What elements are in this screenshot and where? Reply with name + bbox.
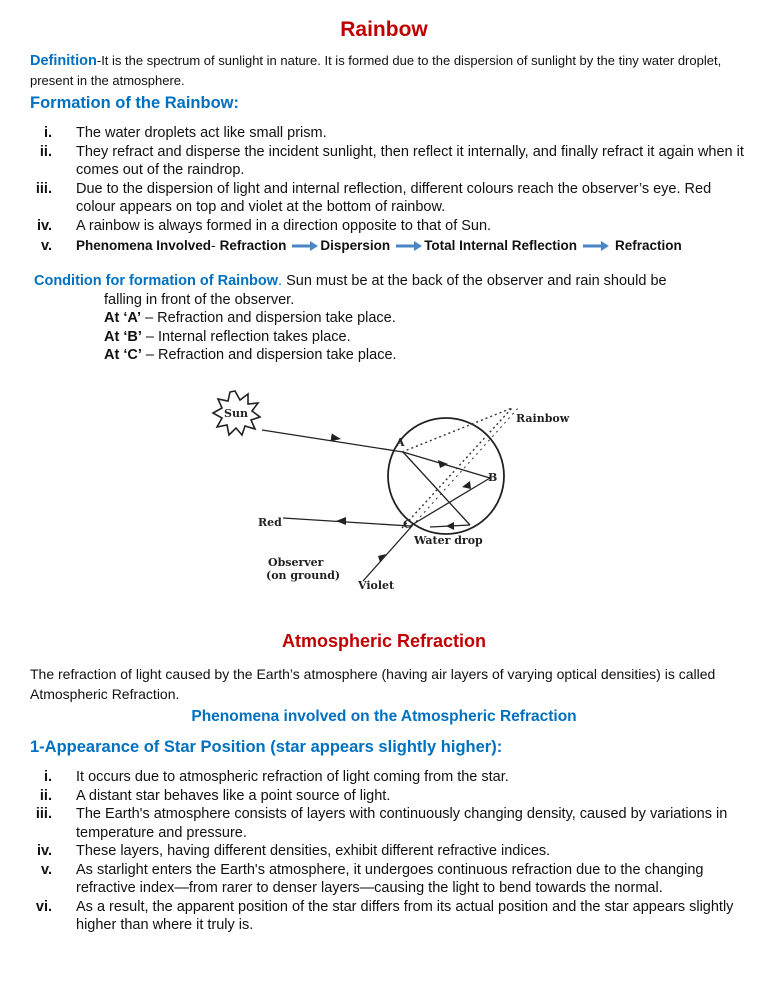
phenomena-step: Refraction bbox=[219, 238, 287, 253]
list-item: v. As starlight enters the Earth's atmosphere, it undergoes continuous refraction due to the changing refractive index—from rarer to denser layers—causing the light to bend towards the normal. bbox=[40, 861, 704, 896]
sun-icon bbox=[213, 391, 260, 435]
svg-text:Violet: Violet bbox=[358, 579, 395, 592]
list-item: ii. They refract and disperse the incident sunlight, then reflect it internally, and finally refract it again when it comes out of the raindrop. bbox=[39, 143, 744, 178]
definition-label: Definition bbox=[30, 53, 97, 69]
phenomena-sep: - bbox=[211, 238, 216, 253]
svg-text:C: C bbox=[403, 518, 412, 531]
condition-point: At ‘B’ – Internal reflection takes place. bbox=[104, 328, 351, 345]
atmospheric-intro: The refraction of light caused by the Earth’s atmosphere (having air layers of varying optical densities) is called Atmospheric Refraction. bbox=[30, 666, 716, 702]
list-item-phenomena: v. Phenomena Involved- Refraction Dispersion Total Internal Reflection Refraction bbox=[40, 238, 682, 254]
arrow-right-icon bbox=[292, 241, 318, 251]
list-item: ii. A distant star behaves like a point source of light. bbox=[39, 787, 391, 804]
formation-heading: Formation of the Rainbow: bbox=[30, 94, 239, 112]
condition-label: Condition for formation of Rainbow bbox=[34, 273, 279, 289]
phenomena-label: Phenomena Involved bbox=[76, 238, 212, 253]
list-item: vi. As a result, the apparent position of the star differs from its actual position and the star appears slightly higher than where it truly is. bbox=[35, 898, 734, 933]
svg-text:Red: Red bbox=[258, 516, 282, 529]
arrow-right-icon bbox=[583, 241, 609, 251]
svg-text:B: B bbox=[488, 471, 498, 484]
section-title-atmospheric: Atmospheric Refraction bbox=[281, 631, 487, 651]
svg-text:Observer: Observer bbox=[268, 556, 324, 569]
definition-text: -It is the spectrum of sunlight in nature. It is formed due to the dispersion of sunlight by the tiny water droplet, present in the atmosphere. bbox=[30, 53, 722, 88]
phenomena-heading: Phenomena involved on the Atmospheric Refraction bbox=[191, 708, 577, 725]
svg-text:A: A bbox=[396, 436, 405, 449]
list-item: i. It occurs due to atmospheric refraction of light coming from the star. bbox=[43, 769, 509, 785]
phenomena-step: Refraction bbox=[615, 238, 682, 253]
phenomena-step: Total Internal Reflection bbox=[424, 238, 577, 253]
condition-point: At ‘A’ – Refraction and dispersion take place. bbox=[104, 310, 396, 326]
list-item: iv. These layers, having different densities, exhibit different refractive indices. bbox=[36, 843, 551, 859]
definition-paragraph bbox=[30, 51, 742, 90]
svg-text:(on ground): (on ground) bbox=[266, 569, 341, 582]
list-item: i. The water droplets act like small prism. bbox=[43, 125, 327, 141]
svg-text:Sun: Sun bbox=[224, 407, 248, 420]
condition-text: Sun must be at the back of the observer and rain should be bbox=[282, 273, 667, 289]
rainbow-diagram bbox=[200, 388, 580, 600]
list-item: iii. Due to the dispersion of light and internal reflection, different colours reach the observer’s eye. Red colour appears on top and violet at the bottom of rainbow. bbox=[35, 180, 712, 215]
svg-text:Rainbow: Rainbow bbox=[516, 412, 570, 425]
phenomena-step: Dispersion bbox=[320, 238, 391, 253]
condition-point: At ‘C’ – Refraction and dispersion take place. bbox=[104, 347, 397, 363]
page-title-rainbow: Rainbow bbox=[340, 18, 428, 41]
condition-block: Condition for formation of Rainbow. Sun must be at the back of the observer and rain should be falling in front of the observer. At ‘A’ – Refraction and dispersion take place. At ‘B’ – Internal reflection takes place. At ‘C’ – Refraction and dispersion take place. bbox=[34, 272, 754, 365]
svg-text:Water drop: Water drop bbox=[414, 534, 483, 547]
star-heading: 1-Appearance of Star Position (star appears slightly higher): bbox=[30, 738, 503, 756]
list-item: iv. A rainbow is always formed in a direction opposite to that of Sun. bbox=[36, 217, 492, 234]
star-list bbox=[30, 768, 750, 935]
arrow-right-icon bbox=[396, 241, 422, 251]
formation-list bbox=[30, 124, 750, 256]
list-item: iii. The Earth's atmosphere consists of layers with continuously changing density, caused by variations in temperature and pressure. bbox=[35, 806, 728, 841]
